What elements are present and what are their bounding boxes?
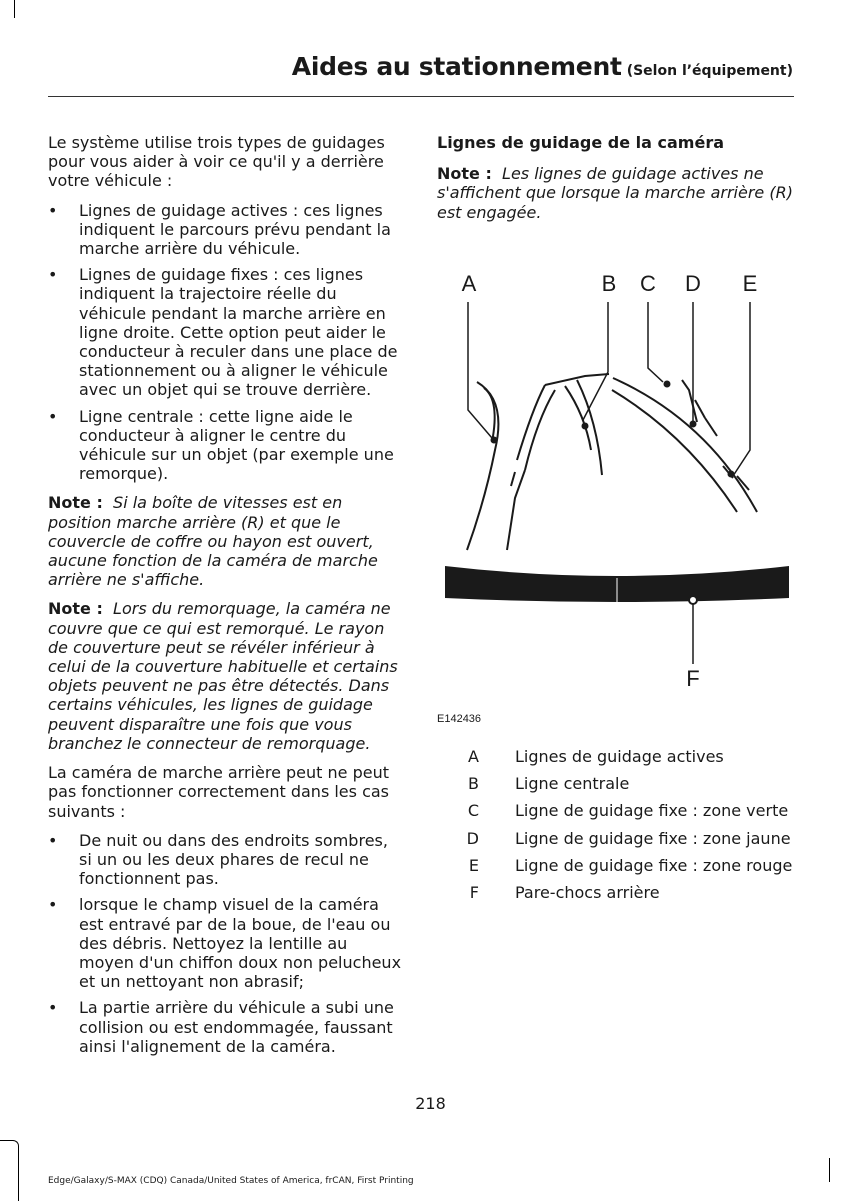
guidance-types-list <box>48 201 402 484</box>
fixed-guideline-tick-2 <box>695 400 705 418</box>
crop-mark <box>14 0 15 18</box>
list-item: • lorsque le champ visuel de la caméra est entravé par de la boue, de l'eau ou des débris. Nettoyez la lentille au moyen d'un chiffon doux non pelucheux et un nettoyant non abrasif; <box>48 895 402 992</box>
fixed-guideline-arc <box>613 378 757 512</box>
trajectory-line-2 <box>525 390 555 470</box>
figure-label-D: D <box>685 271 701 296</box>
center-line-top <box>545 374 609 385</box>
figure-label-B: B <box>601 271 617 296</box>
legend-row: F Pare-chocs arrière <box>469 883 660 903</box>
figure-code: E142436 <box>437 713 482 725</box>
left-column <box>48 133 402 1066</box>
bullet: • <box>48 265 58 285</box>
figure-label-C: C <box>640 271 656 296</box>
page-header <box>48 52 793 81</box>
bullet: • <box>48 998 58 1018</box>
legend-row: D Ligne de guidage fixe : zone jaune <box>466 828 791 848</box>
cases-list <box>48 831 402 1056</box>
crop-mark <box>0 1140 19 1201</box>
fixed-guideline-arc-inner <box>612 390 737 512</box>
bullet: • <box>48 406 58 426</box>
page-number: 218 <box>415 1094 446 1113</box>
leader-C <box>648 302 663 382</box>
fixed-guideline-tick-3 <box>705 418 717 436</box>
list-item: • La partie arrière du véhicule a subi une collision ou est endommagée, faussant ainsi l'alignement de la caméra. <box>48 998 394 1056</box>
bullet: • <box>48 895 58 915</box>
page-footer: Edge/Galaxy/S-MAX (CDQ) Canada/United States of America, frCAN, First Printing <box>48 1176 414 1186</box>
trajectory-line-3 <box>507 470 525 550</box>
marker-F <box>689 596 697 604</box>
legend-row: A Lignes de guidage actives <box>468 747 724 766</box>
header-rule <box>48 96 794 97</box>
note-active-lines: Note : Les lignes de guidage actives ne s'affichent que lorsque la marche arrière (R) est engagée. <box>437 164 793 222</box>
list-item: • Lignes de guidage fixes : ces lignes indiquent la trajectoire réelle du véhicule pendant la marche arrière en ligne droite. Cette option peut aider le conducteur à reculer dans une place de stationnement ou à aligner le véhicule avec un objet qui se trouve derrière. <box>48 265 398 400</box>
note-towing: Note : Lors du remorquage, la caméra ne couvre que ce qui est remorqué. Le rayon de couverture peut se révéler inférieur à celui de la couverture habituelle et certains objets peuvent ne pas être détectés. Dans certains véhicules, les lignes de guidage peuvent disparaître une fois que vous branchez le connecteur de remorquage. <box>48 599 398 753</box>
trajectory-line-4 <box>511 472 515 486</box>
figure-legend <box>437 747 797 910</box>
figure-label-A: A <box>461 271 477 296</box>
leader-A <box>468 302 492 438</box>
figure-label-E: E <box>742 271 758 296</box>
cases-intro: La caméra de marche arrière peut ne peut pas fonctionner correctement dans les cas suivants : <box>48 763 390 821</box>
section-heading: Lignes de guidage de la caméra <box>437 133 725 152</box>
figure-label-F: F <box>686 666 700 691</box>
page-title: Aides au stationnement <box>291 52 622 81</box>
legend-row: E Ligne de guidage fixe : zone rouge <box>468 855 793 875</box>
list-item: • Lignes de guidage actives : ces lignes indiquent le parcours prévu pendant la marche arrière du véhicule. <box>48 200 391 259</box>
legend-row: B Ligne centrale <box>468 774 630 794</box>
bullet: • <box>48 200 58 220</box>
camera-guideline-diagram <box>437 250 793 730</box>
center-line-outer <box>577 380 602 475</box>
leader-E <box>733 302 750 476</box>
center-line-inner <box>565 386 591 450</box>
page-subtitle: (Selon l’équipement) <box>626 63 793 79</box>
marker-E <box>728 471 735 478</box>
right-column <box>437 133 793 232</box>
list-item: • De nuit ou dans des endroits sombres, si un ou les deux phares de recul ne fonctionnent pas. <box>48 830 388 889</box>
crop-mark <box>829 1158 830 1182</box>
bullet: • <box>48 830 58 850</box>
marker-C <box>664 381 671 388</box>
marker-A <box>491 437 498 444</box>
marker-B <box>582 423 589 430</box>
intro-paragraph: Le système utilise trois types de guidages pour vous aider à voir ce qu'il y a derrière votre véhicule : <box>48 133 385 191</box>
legend-row: C Ligne de guidage fixe : zone verte <box>467 801 789 821</box>
marker-D <box>690 421 697 428</box>
note-tailgate: Note : Si la boîte de vitesses est en position marche arrière (R) et que le couvercle de coffre ou hayon est ouvert, aucune fonction de la caméra de marche arrière ne s'affiche. <box>48 493 378 590</box>
list-item: • Ligne centrale : cette ligne aide le conducteur à aligner le centre du véhicule sur un objet (par exemple une remorque). <box>48 406 394 484</box>
